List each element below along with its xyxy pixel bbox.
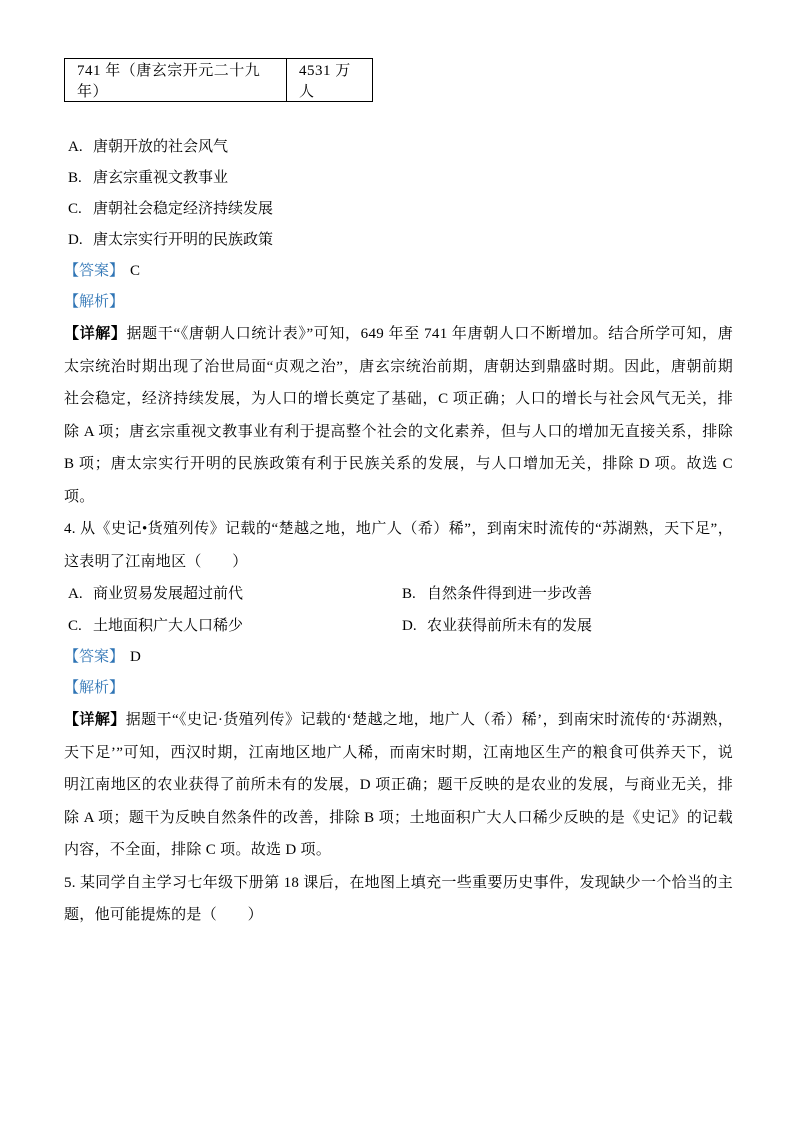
q4-option-d <box>398 610 733 642</box>
answer-label: 【答案】 <box>64 263 125 279</box>
q3-detail-paragraph <box>64 318 733 513</box>
analysis-label: 【解析】 <box>64 294 125 310</box>
option-text: 自然条件得到进一步改善 <box>427 586 593 602</box>
option-text: 唐朝社会稳定经济持续发展 <box>93 201 274 217</box>
option-text: 土地面积广大人口稀少 <box>93 618 244 634</box>
option-letter: D. <box>68 232 83 248</box>
option-letter: A. <box>68 586 83 602</box>
detail-label: 【详解】 <box>64 712 126 728</box>
q4-answer-line <box>64 642 733 673</box>
q3-detail-text: 据题干“《唐朝人口统计表》”可知，649 年至 741 年唐朝人口不断增加。结合所学可知，唐太宗统治时期出现了治世局面“贞观之治”，唐玄宗统治前期，唐朝达到鼎盛时期。因此，唐朝前期社会稳定，经济持续发展，为人口的增长奠定了基础，C 项正确；人口的增长与社会风气无关，排除 A 项；唐玄宗重视文教事业有利于提高整个社会的文化素养，但与人口的增加无直接关系，排除 B 项；唐太宗实行开明的民族政策有利于民族关系的发展，与人口增加无关，排除 D 项。故选 C 项。 <box>64 326 733 505</box>
option-letter: B. <box>402 586 416 602</box>
option-letter: C. <box>68 618 82 634</box>
q4-option-a <box>64 578 398 610</box>
q4-stem: 4. 从《史记•货殖列传》记载的“楚越之地，地广人（希）稀”，到南宋时流传的“苏湖熟，天下足”，这表明了江南地区（ ） <box>64 521 733 570</box>
table-row <box>65 59 373 102</box>
q4-detail-paragraph <box>64 704 733 867</box>
q3-analysis-line <box>64 287 733 318</box>
q3-answer-line <box>64 256 733 287</box>
option-text: 唐朝开放的社会风气 <box>93 139 229 155</box>
option-text: 唐太宗实行开明的民族政策 <box>93 232 274 248</box>
option-letter: B. <box>68 170 82 186</box>
detail-label: 【详解】 <box>64 326 127 342</box>
q3-options <box>64 132 733 256</box>
q3-option-a <box>64 132 733 163</box>
option-letter: D. <box>402 618 417 634</box>
q4-answer-value: D <box>130 649 141 665</box>
analysis-label: 【解析】 <box>64 680 125 696</box>
q3-answer-value: C <box>130 263 141 279</box>
q4-analysis-line <box>64 673 733 704</box>
population-table <box>64 58 373 102</box>
table-cell-year: 741 年（唐玄宗开元二十九年） <box>65 59 287 102</box>
q4-detail-text: 据题干“《史记·货殖列传》记载的‘楚越之地，地广人（希）稀’，到南宋时流传的‘苏湖熟，天下足’”可知，西汉时期，江南地区地广人稀，而南宋时期，江南地区生产的粮食可供养天下，说明江南地区的农业获得了前所未有的发展，D 项正确；题干反映的是农业的发展，与商业无关，排除 A 项；题干为反映自然条件的改善，排除 B 项；土地面积广大人口稀少反映的是《史记》的记载内容，不全面，排除 C 项。故选 D 项。 <box>64 712 733 858</box>
table-cell-population: 4531 万人 <box>287 59 373 102</box>
option-letter: C. <box>68 201 82 217</box>
q5-stem: 5. 某同学自主学习七年级下册第 18 课后，在地图上填充一些重要历史事件，发现缺少一个恰当的主题，他可能提炼的是（ ） <box>64 874 733 923</box>
q3-option-b <box>64 163 733 194</box>
answer-label: 【答案】 <box>64 649 125 665</box>
option-letter: A. <box>68 139 83 155</box>
q3-option-c <box>64 194 733 225</box>
option-text: 唐玄宗重视文教事业 <box>93 170 229 186</box>
q4-options <box>64 578 733 642</box>
q3-option-d <box>64 225 733 256</box>
q4-option-b <box>398 578 733 610</box>
option-text: 商业贸易发展超过前代 <box>93 586 244 602</box>
q4-option-c <box>64 610 398 642</box>
option-text: 农业获得前所未有的发展 <box>427 618 593 634</box>
